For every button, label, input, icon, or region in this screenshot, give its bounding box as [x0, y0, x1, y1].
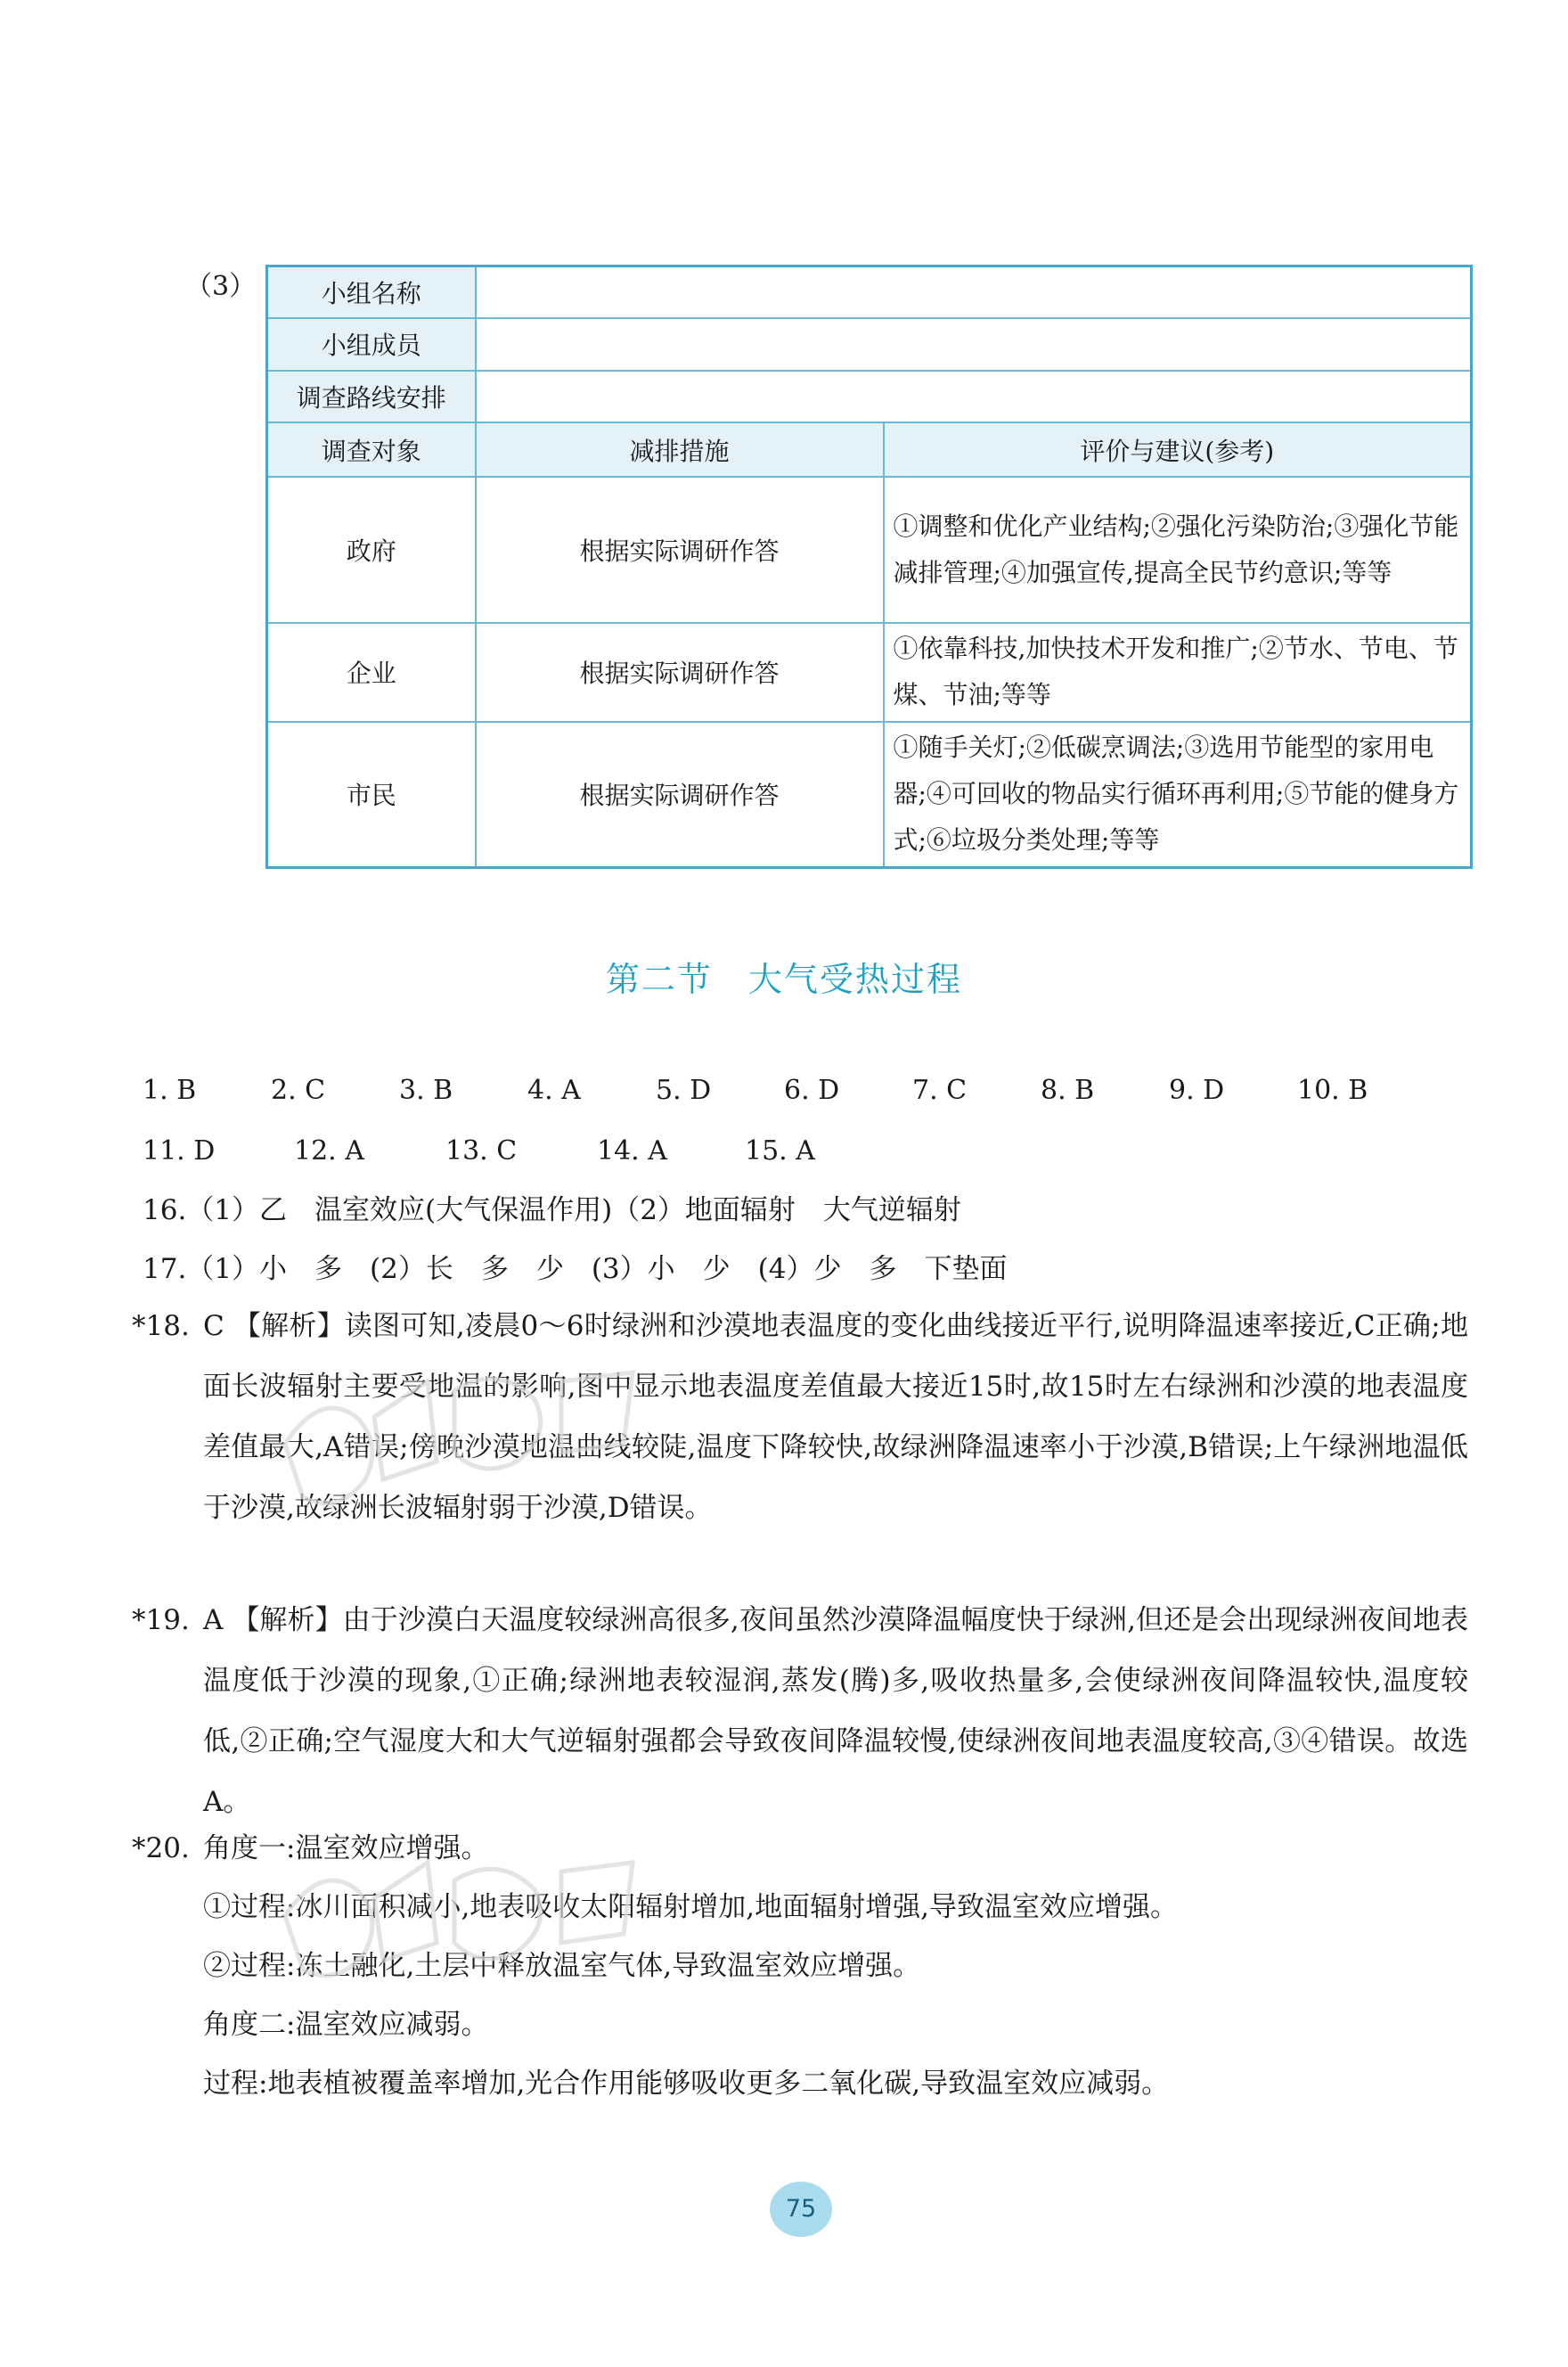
answer-18-text: C 【解析】读图可知,凌晨0～6时绿洲和沙漠地表温度的变化曲线接近平行,说明降温速率接近,C正确;地面长波辐射主要受地温的影响,图中显示地表温度差值最大接近15时,故15时左右绿洲和沙漠的地表温度差值最大,A错误;傍晚沙漠地温曲线较陡,温度下降较快,故绿洲降温速率小于沙漠,B错误;上午绿洲地温低于沙漠,故绿洲长波辐射弱于沙漠,D错误。 — [203, 1310, 1468, 1524]
section-title: 第二节 大气受热过程 — [605, 960, 962, 999]
question-3-label: （3） — [185, 271, 257, 302]
header-subject: 调查对象 — [267, 422, 476, 477]
answer-19-text: A 【解析】由于沙漠白天温度较绿洲高很多,夜间虽然沙漠降温幅度快于绿洲,但还是会出现绿洲夜间地表温度低于沙漠的现象,①正确;绿洲地表较湿润,蒸发(腾)多,吸收热量多,会使绿洲夜间降温较快,温度较低,②正确;空气湿度大和大气逆辐射强都会导致夜间降温较慢,使绿洲夜间地表温度较高,③④错误。故选A。 — [203, 1604, 1468, 1818]
table-row — [267, 623, 1472, 722]
answer-20-line: 角度一:温室效应增强。 — [203, 1832, 489, 1864]
route-label: 调查路线安排 — [267, 371, 476, 423]
answer-item: 9. D — [1169, 1075, 1225, 1106]
subject-cell: 政府 — [267, 477, 476, 623]
page-number-badge: 75 — [770, 2182, 832, 2237]
group-name-cell — [476, 266, 1472, 319]
measure-cell: 根据实际调研作答 — [476, 722, 884, 868]
answer-item: 13. C — [445, 1135, 518, 1167]
answer-item: 5. D — [656, 1075, 712, 1106]
survey-table — [265, 265, 1473, 869]
answer-20-line: ①过程:冰川面积减小,地表吸收太阳辐射增加,地面辐射增强,导致温室效应增强。 — [203, 1891, 1179, 1923]
table-row — [267, 722, 1472, 868]
answer-item: 2. C — [271, 1075, 326, 1106]
answer-item: 6. D — [784, 1075, 840, 1106]
answer-item: 4. A — [527, 1075, 581, 1106]
answer-item: 10. B — [1297, 1075, 1368, 1106]
subject-cell: 市民 — [267, 722, 476, 868]
answer-item: 8. B — [1041, 1075, 1095, 1106]
answer-16: 16.（1）乙 温室效应(大气保温作用)（2）地面辐射 大气逆辐射 — [143, 1194, 961, 1226]
advice-cell: ①调整和优化产业结构;②强化污染防治;③强化节能减排管理;④加强宣传,提高全民节约意识;等等 — [884, 477, 1472, 623]
answer-19-number: *19. — [132, 1604, 190, 1636]
measure-cell: 根据实际调研作答 — [476, 477, 884, 623]
route-cell — [476, 371, 1472, 423]
header-advice: 评价与建议(参考) — [884, 422, 1472, 477]
answer-20-number: *20. — [132, 1832, 190, 1864]
group-members-label: 小组成员 — [267, 318, 476, 371]
answer-item: 12. A — [294, 1135, 364, 1167]
answers-row-1 — [143, 1075, 1479, 1114]
answer-17: 17.（1）小 多 (2）长 多 少 (3）小 少 (4）少 多 下垫面 — [143, 1253, 1008, 1285]
advice-cell: ①随手关灯;②低碳烹调法;③选用节能型的家用电器;④可回收的物品实行循环再利用;⑤节能的健身方式;⑥垃圾分类处理;等等 — [884, 722, 1472, 868]
answer-item: 11. D — [143, 1135, 216, 1167]
group-members-cell — [476, 318, 1472, 371]
answer-item: 3. B — [399, 1075, 453, 1106]
advice-cell: ①依靠科技,加快技术开发和推广;②节水、节电、节煤、节油;等等 — [884, 623, 1472, 722]
table-row — [267, 477, 1472, 623]
answer-20-line: 过程:地表植被覆盖率增加,光合作用能够吸收更多二氧化碳,导致温室效应减弱。 — [203, 2068, 1170, 2100]
subject-cell: 企业 — [267, 623, 476, 722]
answer-20-line: ②过程:冻土融化,土层中释放温室气体,导致温室效应增强。 — [203, 1950, 921, 1982]
answer-item: 14. A — [597, 1135, 667, 1167]
answers-row-2 — [143, 1135, 1033, 1175]
answer-18-number: *18. — [132, 1310, 190, 1342]
answer-item: 15. A — [745, 1135, 815, 1167]
group-name-label: 小组名称 — [267, 266, 476, 319]
answer-20-line: 角度二:温室效应减弱。 — [203, 2009, 489, 2041]
measure-cell: 根据实际调研作答 — [476, 623, 884, 722]
header-measure: 减排措施 — [476, 422, 884, 477]
answer-item: 1. B — [143, 1075, 197, 1106]
answer-item: 7. C — [912, 1075, 968, 1106]
